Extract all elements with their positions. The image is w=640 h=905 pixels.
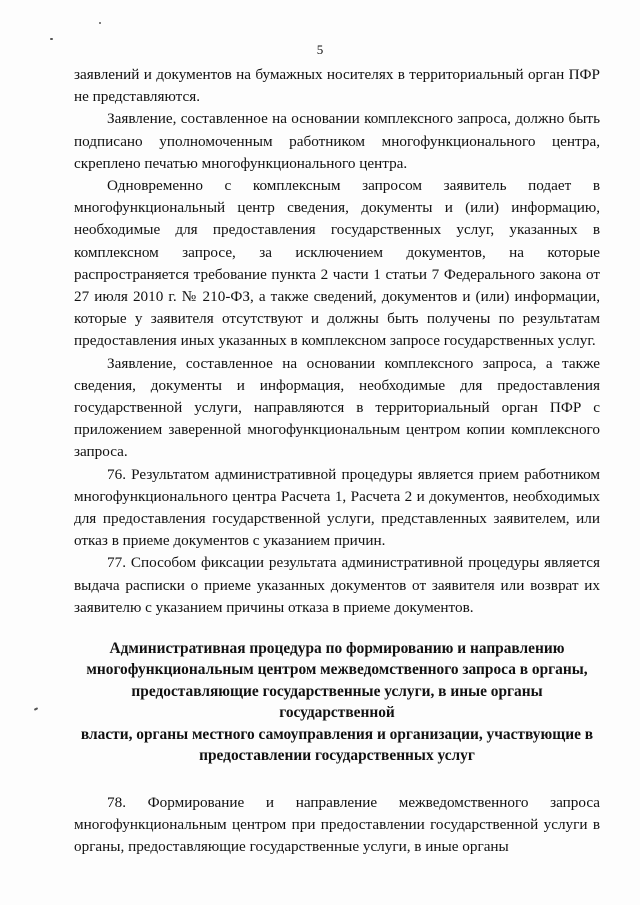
heading-line: Административная процедура по формированию и направлению: [109, 640, 565, 658]
paragraph: Заявление, составленное на основании комплексного запроса, а также сведения, документы и информация, необходимые для предоставления государственной услуги, направляются в территориальный орган ПФР с приложением заверенной многофункциональным центром копии комплексного запроса.: [74, 354, 600, 461]
section-heading: [74, 638, 600, 766]
heading-line: предоставлении государственных услуг: [199, 747, 475, 765]
paragraph: 78. Формирование и направление межведомственного запроса многофункциональным центром при предоставлении государственной услуги в органы, предоставляющие государственные услуги, в иные органы: [74, 793, 600, 855]
page-number: 5: [316, 42, 324, 57]
heading-line: многофункциональным центром межведомственного запроса в органы,: [86, 661, 588, 679]
scan-speck: [50, 38, 53, 40]
paragraph: Заявление, составленное на основании комплексного запроса, должно быть подписано уполномоченным работником многофункционального центра, скреплено печатью многофункционального центра.: [74, 110, 600, 172]
heading-line: предоставляющие государственные услуги, в иные органы государственной: [131, 682, 543, 722]
body-text: [74, 64, 600, 858]
paragraph: 77. Способом фиксации результата административной процедуры является выдача расписки о приеме указанных документов от заявителя или возврат их заявителю с указанием причины отказа в приеме документов.: [74, 554, 600, 616]
heading-line: власти, органы местного самоуправления и организации, участвующие в: [80, 725, 594, 743]
scan-speck: [99, 22, 101, 24]
paragraph: Одновременно с комплексным запросом заявитель подает в многофункциональный центр сведения, документы и (или) информацию, необходимые для предоставления государственных услуг, указанных в комплексном запросе, за исключением документов, на которые распространяется требование пункта 2 части 1 статьи 7 Федерального закона от 27 июля 2010 г. № 210-ФЗ, а также сведений, документов и (или) информации, которые у заявителя отсутствуют и должны быть получены по результатам предоставления иных указанных в комплексном запросе государственных услуг.: [74, 177, 600, 350]
paragraph: 76. Результатом административной процедуры является прием работником многофункционального центра Расчета 1, Расчета 2 и документов, необходимых для предоставления государственной услуги, представленных заявителем, или отказ в приеме документов с указанием причин.: [74, 465, 600, 550]
paragraph: заявлений и документов на бумажных носителях в территориальный орган ПФР не представляются.: [74, 66, 600, 106]
scan-speck: [34, 707, 38, 711]
